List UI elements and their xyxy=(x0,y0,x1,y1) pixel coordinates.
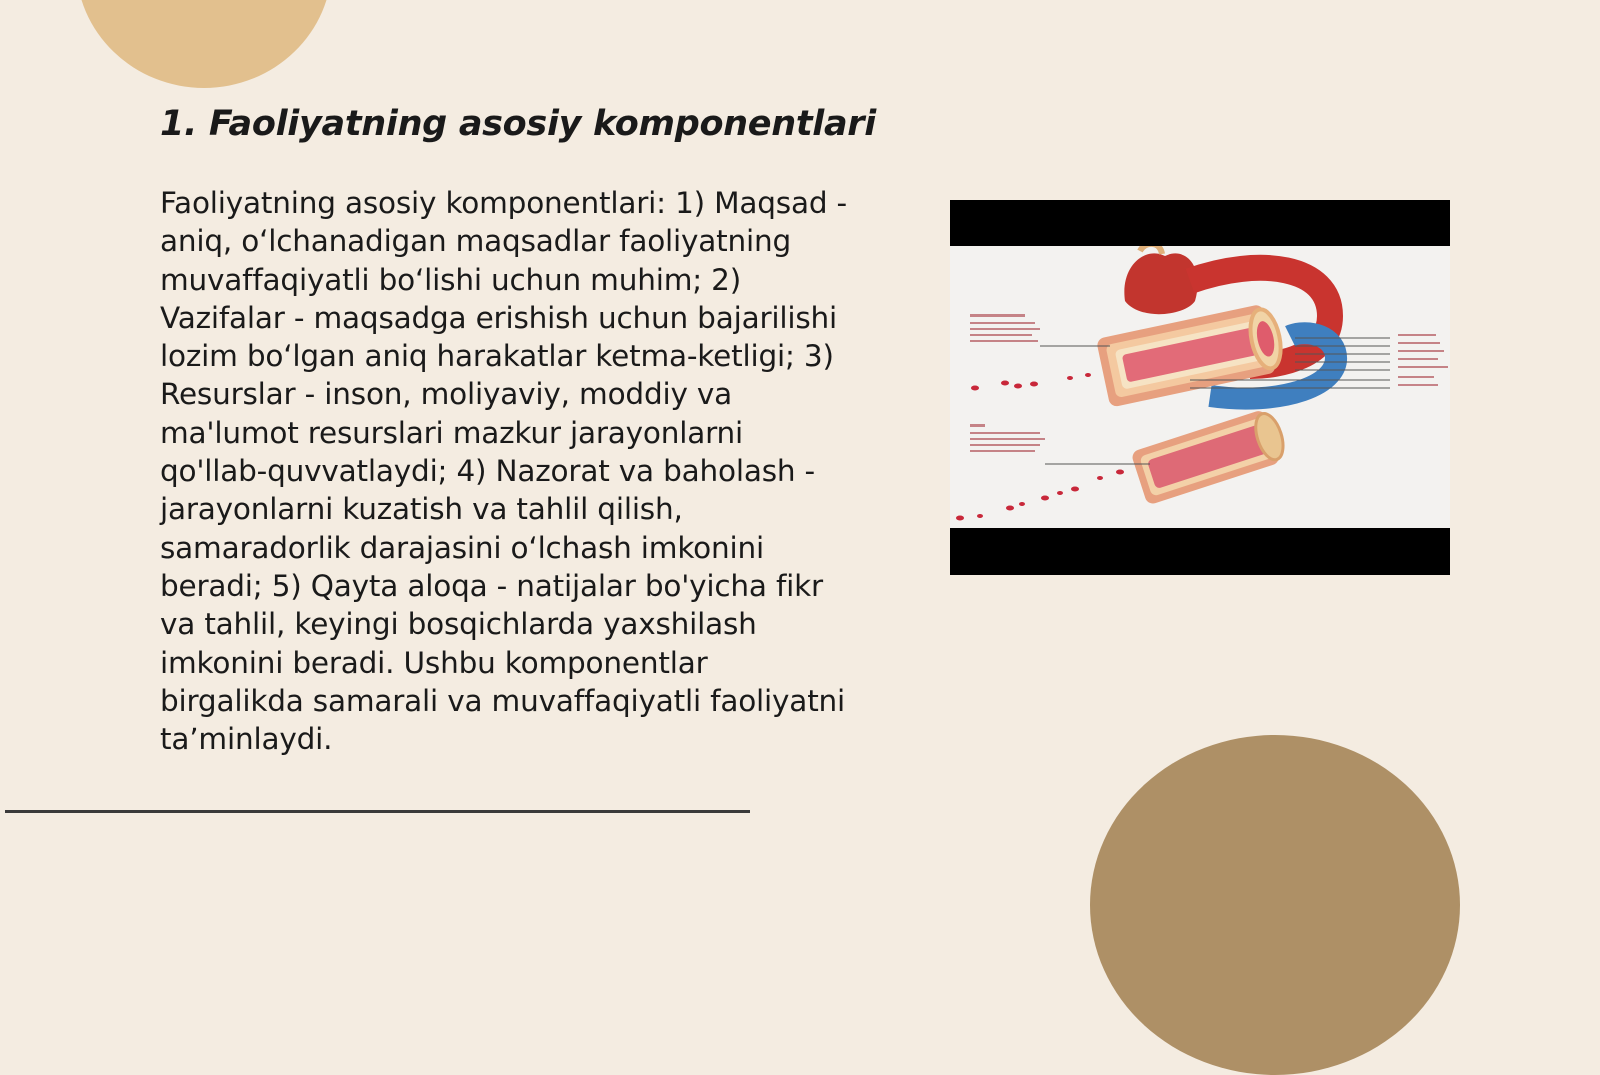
slide-body-text: Faoliyatning asosiy komponentlari: 1) Maqsad - aniq, oʻlchanadigan maqsadlar faoliyatning muvaffaqiyatli boʻlishi uchun muhim; 2) Vazifalar - maqsadga erishish uchun bajarilishi lozim boʻlgan aniq harakatlar ketma-ketligi; 3) Resurslar - inson, moliyaviy, moddiy va ma'lumot resurslari mazkur jarayonlarni qo'llab-quvvatlaydi; 4) Nazorat va baholash - jarayonlarni kuzatish va tahlil qilish, samaradorlik darajasini oʻlchash imkonini beradi; 5) Qayta aloqa - natijalar bo'yicha fikr va tahlil, keyingi bosqichlarda yaxshilash imkonini beradi. Ushbu komponentlar birgalikda samarali va muvaffaqiyatli faoliyatni taʼminlaydi. xyxy=(160,186,847,757)
divider-line xyxy=(5,810,750,813)
blood-vessel-image xyxy=(950,246,1450,528)
decorative-circle-top xyxy=(76,0,332,88)
video-player[interactable] xyxy=(950,200,1450,575)
decorative-circle-bottom xyxy=(1090,735,1460,1075)
slide-title: 1. Faoliyatning asosiy komponentlari xyxy=(160,104,876,144)
artery-vein-illustration-icon xyxy=(950,246,1450,528)
